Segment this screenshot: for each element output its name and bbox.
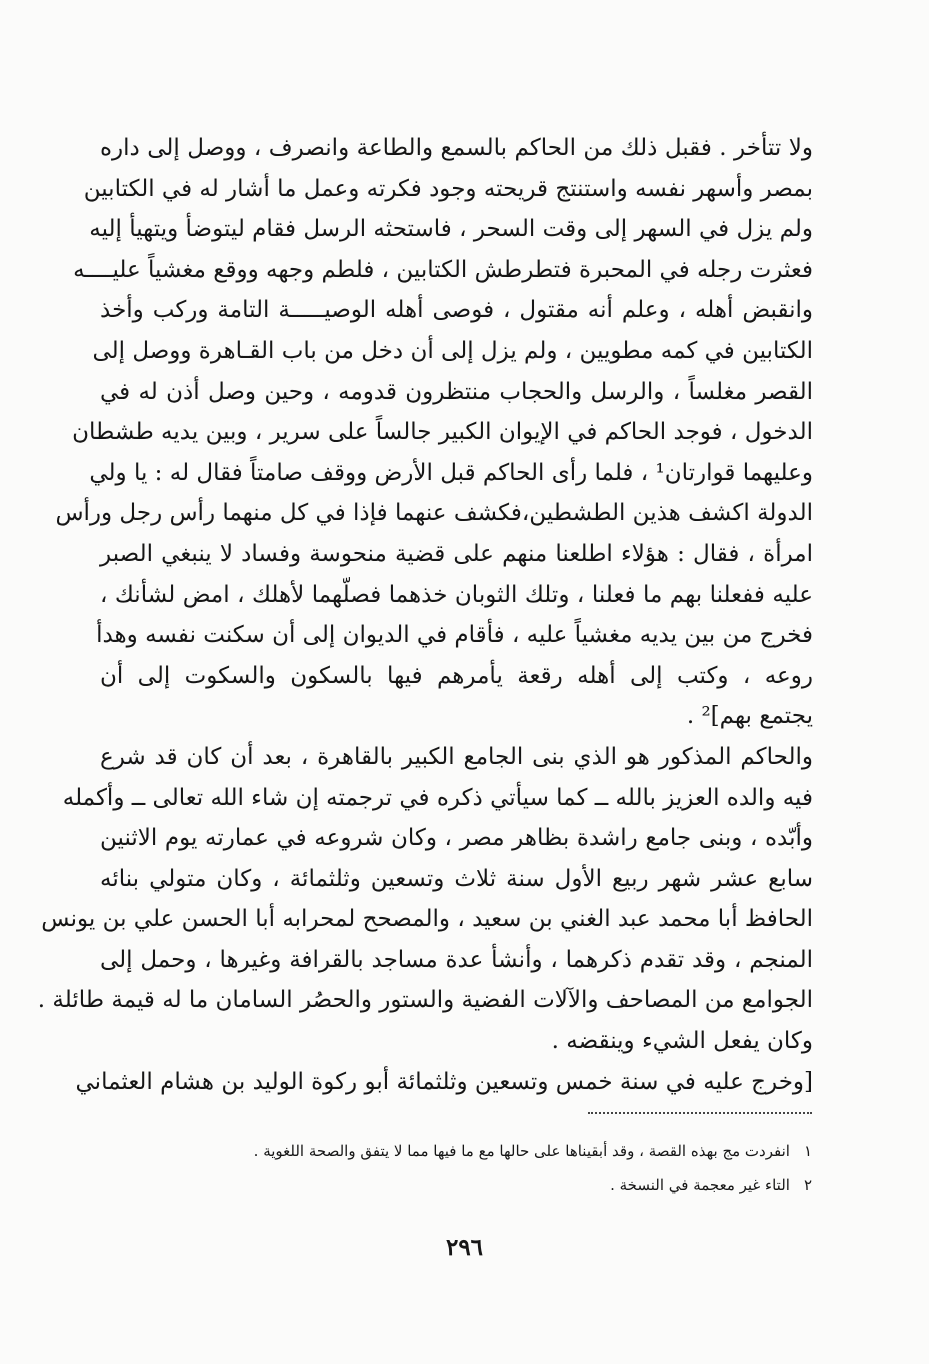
footnote-text: التاء غير معجمة في النسخة .	[610, 1176, 790, 1194]
text-line: ولا تتأخر . فقبل ذلك من الحاكم بالسمع والطاعة وانصرف ، ووصل إلى داره	[100, 135, 813, 161]
footnote-number: ٢	[803, 1176, 812, 1194]
text-line: فخرج من بين يديه مغشياً عليه ، فأقام في الديوان إلى أن سكنت نفسه وهدأ	[96, 622, 813, 649]
text-line: الدولة اكشف هذين الطشطين،فكشف عنهما فإذا في كل منهما رأس رجل ورأس	[55, 500, 813, 527]
text-line: وانقبض أهله ، وعلم أنه مقتول ، فوصى أهله الوصيـــــة التامة وركب وأخذ	[100, 297, 813, 324]
text-line: وأبّده ، وبنى جامع راشدة بظاهر مصر ، وكان شروعه في عمارته يوم الاثنين	[100, 825, 813, 852]
footnote	[160, 1134, 812, 1168]
text-line: يجتمع بهم]² .	[686, 703, 813, 730]
text-line: امرأة ، فقال : هؤلاء اطلعنا منهم على قضية منحوسة وفساد لا ينبغي الصبر	[100, 540, 813, 567]
text-line: الحافظ أبا محمد عبد الغني بن سعيد ، والمصحح لمحرابه أبا الحسن علي بن يونس	[41, 906, 813, 933]
text-line: بمصر وأسهر نفسه واستنتج قريحته وجود فكرته وعمل ما أشار له في الكتابين	[83, 175, 813, 202]
footnotes-block	[160, 1134, 812, 1202]
text-line: الجوامع من المصاحف والآلات الفضية والستور والحصُر السامان ما له قيمة طائلة .	[37, 987, 813, 1014]
text-line: والحاكم المذكور هو الذي بنى الجامع الكبير بالقاهرة ، بعد أن كان قد شرع	[100, 743, 813, 770]
text-line: المنجم ، وقد تقدم ذكرهما ، وأنشأ عدة مساجد بالقرافة وغيرها ، وحمل إلى	[100, 946, 813, 973]
text-line: [وخرج عليه في سنة خمس وتسعين وثلثمائة أبو ركوة الوليد بن هشام العثماني	[75, 1068, 813, 1095]
text-line: فيه والده العزيز بالله ــ كما سيأتي ذكره في ترجمته إن شاء الله تعالى ــ وأكمله	[62, 784, 813, 811]
text-line: القصر مغلساً ، والرسل والحجاب منتظرون قدومه ، وحين وصل أذن له في	[100, 378, 813, 405]
text-line: الدخول ، فوجد الحاكم في الإيوان الكبير جالساً على سرير ، وبين يديه طشطان	[72, 419, 813, 446]
footnote	[160, 1168, 812, 1202]
footnote-divider	[588, 1112, 812, 1114]
text-line: عليه ففعلنا بهم ما فعلنا ، وتلك الثوبان خذهما فصلّهما لأهلك ، امض لشأنك ،	[100, 581, 813, 608]
text-line: الكتابين في كمه مطويين ، ولم يزل إلى أن دخل من باب القـاهرة ووصل إلى	[92, 337, 813, 364]
text-line: ولم يزل في السهر إلى وقت السحر ، فاستحثه الرسل فقام ليتوضأ ويتهيأ إليه	[89, 216, 813, 243]
text-line: وعليهما قوارتان¹ ، فلما رأى الحاكم قبل الأرض ووقف صامتاً فقال له : يا ولي	[89, 459, 813, 486]
text-line: وكان يفعل الشيء وينقضه .	[551, 1028, 813, 1055]
text-line: فعثرت رجله في المحبرة فتطرطش الكتابين ، فلطم وجهه ووقع مغشياً عليــــه	[73, 256, 813, 283]
main-text-block	[37, 128, 813, 1102]
footnote-text: انفردت مج بهذه القصة ، وقد أبقيناها على حالها مع ما فيها مما لا يتفق والصحة اللغوية .	[253, 1142, 790, 1160]
footnote-number: ١	[803, 1142, 812, 1160]
text-line: سابع عشر شهر ربيع الأول سنة ثلاث وتسعين وثلثمائة ، وكان متولي بنائه	[100, 865, 813, 892]
text-line: روعه ، وكتب إلى أهله رقعة يأمرهم فيها بالسكون والسكوت إلى أن	[100, 662, 813, 689]
page-number: ٢٩٦	[445, 1234, 484, 1261]
